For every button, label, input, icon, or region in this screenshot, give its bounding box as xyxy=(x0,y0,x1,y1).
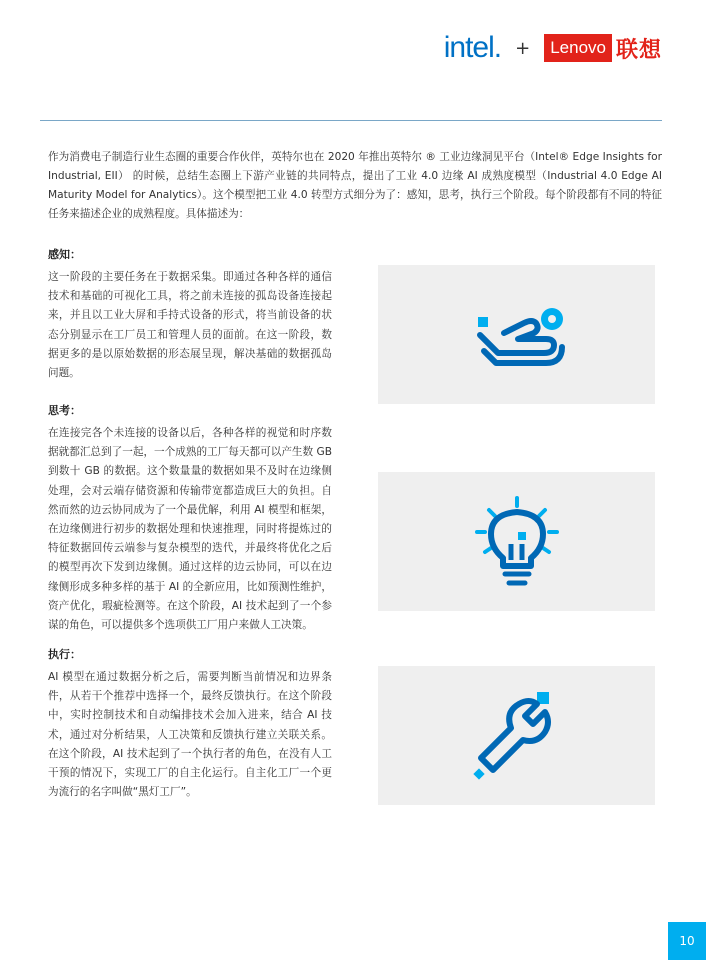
panel-execute xyxy=(378,666,655,805)
wrench-icon xyxy=(467,688,567,784)
lenovo-cn-logo: 联想 xyxy=(615,37,662,63)
section-execute xyxy=(48,646,332,802)
intel-logo: intel. xyxy=(443,31,502,64)
section-title: 感知： xyxy=(48,248,81,261)
hand-data-icon xyxy=(462,295,572,375)
plus-sign: + xyxy=(515,37,531,59)
section-body: AI 模型在通过数据分析之后，需要判断当前情况和边界条件，从若干个推荐中选择一个，最终反馈执行。在这个阶段中，实时控制技术和自动编排技术会加入进来，结合 AI 技术，通过对分析结果，人工决策和反馈执行建立关联关系。在这个阶段，AI 技术起到了一个执行者的角色，在没有人工干预的情况下，实现工厂的自主化运行。自主化工厂一个更为流行的名字叫做“黑灯工厂”。 xyxy=(48,671,332,799)
section-title: 思考： xyxy=(48,404,81,417)
page-number: 10 xyxy=(668,922,706,960)
header-logos xyxy=(444,30,662,66)
panel-think xyxy=(378,472,655,611)
section-title: 执行： xyxy=(48,648,81,661)
section-body: 在连接完各个未连接的设备以后，各种各样的视觉和时序数据就都汇总到了一起，一个成熟的工厂每天都可以产生数 GB 到数十 GB 的数据。这个数量量的数据如果不及时在边缘侧处理，会对云端存储资源和传输带宽都造成巨大的负担。自然而然的边云协同成为了一个最优解，利用 AI 模型和框架，在边缘侧进行初步的数据处理和快速推理，同时将提炼过的特征数据回传云端参与复杂模型的迭代，并最终将优化之后的模型再次下发到边缘侧。通过这样的边云协同，可以在边缘侧形成多种多样的基于 AI 的全新应用，比如预测性维护，资产优化，瑕疵检测等。在这个阶段，AI 技术起到了一个参谋的角色，可以提供多个选项供工厂用户来做人工决策。 xyxy=(48,427,332,632)
lenovo-logo: Lenovo xyxy=(544,34,612,62)
section-body: 这一阶段的主要任务在于数据采集。即通过各种各样的通信技术和基础的可视化工具，将之前未连接的孤岛设备连接起来，并且以工业大屏和手持式设备的形式，将当前设备的状态分别显示在工厂员工和管理人员的面前。在这一阶段，数据更多的是以原始数据的形态展呈现，解决基础的数据孤岛问题。 xyxy=(48,271,332,380)
header-divider xyxy=(40,120,662,121)
panel-perceive xyxy=(378,265,655,404)
section-think xyxy=(48,402,332,635)
lightbulb-icon xyxy=(467,494,567,590)
intro-paragraph: 作为消费电子制造行业生态圈的重要合作伙伴，英特尔也在 2020 年推出英特尔 ® 工业边缘洞见平台（Intel® Edge Insights for Industrial, EII） 的时候，总结生态圈上下游产业链的共同特点，提出了工业 4.0 边缘 AI 成熟度模型（Industrial 4.0 Edge AI Maturity Model for Analytics）。这个模型把工业 4.0 转型方式细分为了：感知，思考，执行三个阶段。每个阶段都有不同的特征任务来描述企业的成熟程度。具体描述为： xyxy=(48,151,662,220)
section-perceive xyxy=(48,246,332,383)
